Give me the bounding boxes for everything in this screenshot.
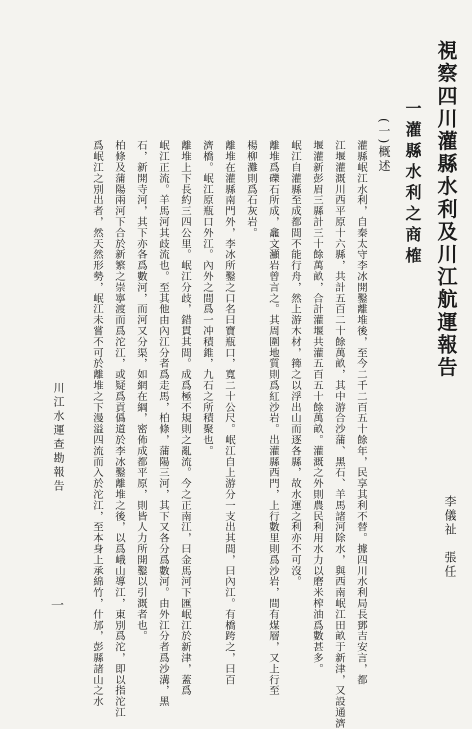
body-line: 離堆爲礫石所成，龕文灦岩曾言之。其周圍地質則爲紅沙岩。出灌縣西門，上行數里則爲沙岩，間有煤層，又上行至: [267, 140, 279, 696]
body-line: 離堆在灌縣南門外，李冰所鑿之口名曰寶瓶口，寬二十公尺。岷江自上游分一支出其間，曰內江。有橋跨之，曰百: [223, 140, 235, 685]
section-heading: 一灌縣水利之商榷: [403, 100, 422, 268]
body-line: 石，新開寺河，其下亦各爲數河，而河又分渠，如網在綱，密佈成都平原，則皆人力所開鑿以引溉者也。: [135, 140, 147, 642]
body-line: 柏條及蒲陽兩河下合於新繁之崇寧渡而爲沱江，或疑爲貢僞道於李冰鑿離堆之後，以爲峨山導江，東別爲沱，即以指沱江: [113, 140, 125, 718]
body-line: 岷江正流。羊馬河其歧流也。至其他由內江分者爲走馬，柏條，蒲陽三河，其下又各分爲數河。由外江分者爲沙溝，黑: [157, 140, 169, 707]
body-line: 楊柳灘則爲石灰岩。: [245, 140, 257, 239]
body-line: 灌縣岷江水利，自秦太守李冰開鑿離堆後，至今二千二百五十餘年，民享其利不替。據四川水利局長鄧吉安言，都: [355, 140, 367, 685]
page-number: 一: [48, 598, 63, 611]
subsection-heading: (一)概述: [377, 118, 391, 174]
body-line: 堰灌新彭眉三縣計三十餘萬畝，合計灌堰共灌五百五十餘萬畝。灌溉之外則農民利用水力以磨米榨油爲數甚多。: [311, 140, 323, 675]
footer-label: 川江水運查勘報告: [52, 382, 65, 494]
body-line: 爲岷江之別出者，然天然形勢，岷江未嘗不可於離堆之下漫溢四流而入於沱江，至本身上承綿竹，什邡，彭縣諸山之水: [91, 140, 103, 707]
report-authors: 李儀祉 張任: [443, 495, 457, 579]
body-line: 濟橋。岷江原瓶口外江。內外之間爲一冲積錐，九石之所積聚也。: [201, 140, 213, 457]
body-line: 岷江自灌縣至成都間不能行舟，然上游木材，篺之以浮出山而逐各縣，故水運之利亦不可沒。: [289, 140, 301, 587]
body-line: 江堰灌溉川西平原十六縣，共計五百二十餘萬畝，其中游合沙蒲、黑石、羊馬諸河除水，與西南岷江田畝于新津，又設通濟: [333, 140, 345, 729]
body-line: 離堆上下長約三四公里。岷江分歧，錯貫其間。成爲極不規則之亂流。今之正南江，曰金馬河下匯岷江於新津，蓋爲: [179, 140, 191, 696]
report-title: 視察四川灌縣水利及川江航運報告: [434, 40, 458, 379]
